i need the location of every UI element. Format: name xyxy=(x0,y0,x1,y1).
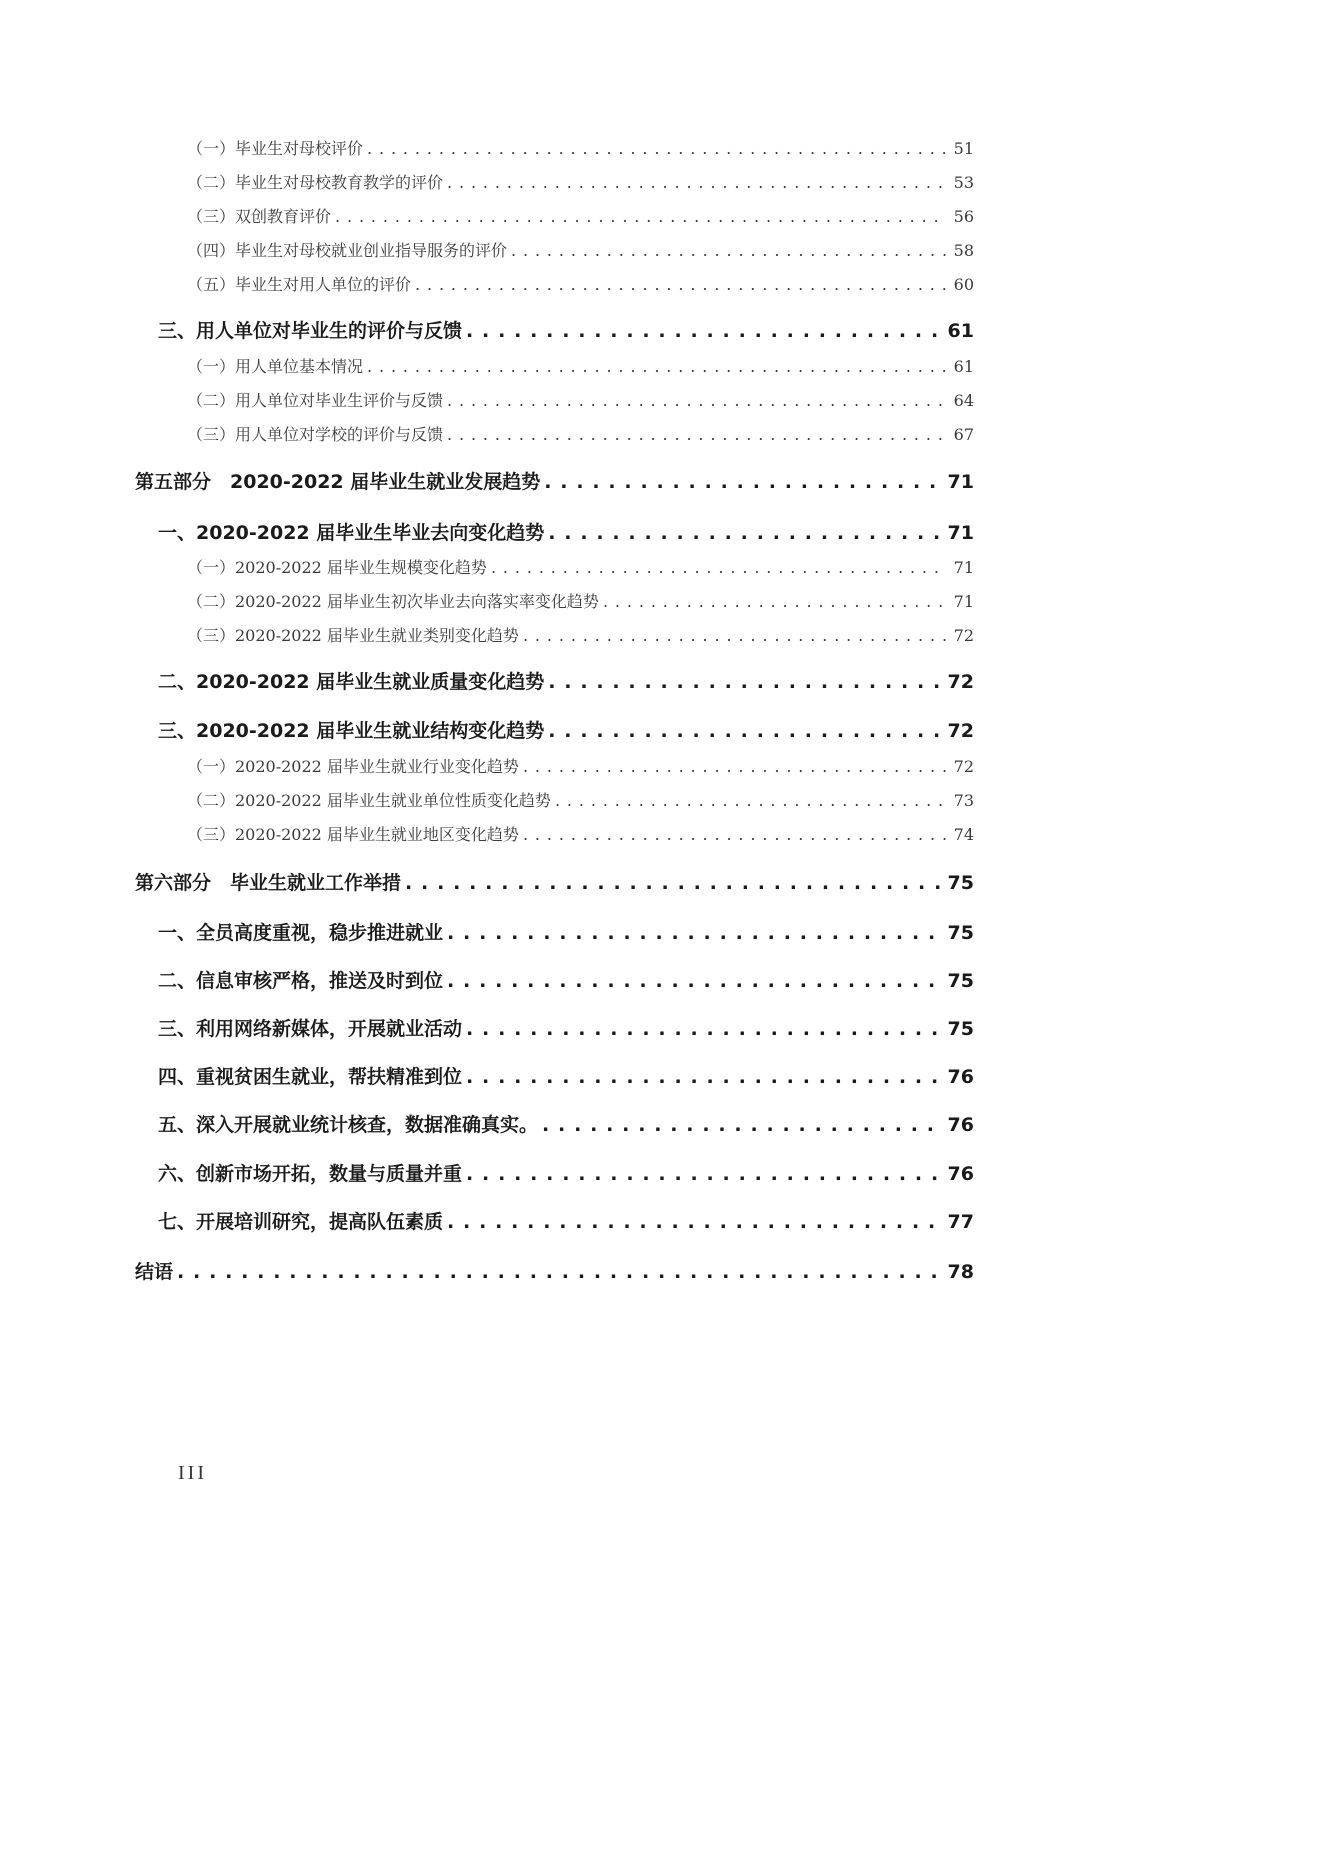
toc-section[interactable] xyxy=(158,1110,974,1137)
toc-entry-title: （四）毕业生对母校就业创业指导服务的评价 xyxy=(187,241,508,260)
toc-entry-page: 56 xyxy=(953,207,974,226)
toc-chapter[interactable] xyxy=(135,868,974,895)
toc-section[interactable] xyxy=(158,667,974,694)
dot-leader xyxy=(177,1261,942,1283)
toc-entry-title: （一）毕业生对母校评价 xyxy=(187,139,364,158)
dot-leader xyxy=(548,671,941,693)
dot-leader xyxy=(523,825,946,844)
toc-section-title: 二、信息审核严格，推送及时到位 xyxy=(158,970,444,992)
toc-entry[interactable] xyxy=(187,422,974,445)
toc-section-page: 72 xyxy=(947,671,974,693)
toc-section[interactable] xyxy=(158,1062,974,1089)
dot-leader xyxy=(548,522,941,544)
toc-section[interactable] xyxy=(158,316,974,343)
toc-section[interactable] xyxy=(158,518,974,545)
toc-entry-page: 51 xyxy=(953,139,974,158)
toc-section[interactable] xyxy=(158,1159,974,1186)
toc-entry-page: 73 xyxy=(953,791,974,810)
toc-section-title: 四、重视贫困生就业，帮扶精准到位 xyxy=(158,1066,463,1088)
toc-section[interactable] xyxy=(158,918,974,945)
dot-leader xyxy=(466,1066,942,1088)
toc-section-page: 75 xyxy=(947,922,974,944)
dot-leader xyxy=(491,558,946,577)
toc-section-page: 76 xyxy=(947,1163,974,1185)
toc-chapter-page: 78 xyxy=(947,1261,974,1283)
toc-section-page: 77 xyxy=(947,1211,974,1233)
toc-entry-page: 72 xyxy=(953,626,974,645)
dot-leader xyxy=(511,241,946,260)
toc-entry[interactable] xyxy=(187,238,974,261)
dot-leader xyxy=(367,357,946,376)
toc-section-page: 76 xyxy=(947,1114,974,1136)
dot-leader xyxy=(542,1114,942,1136)
dot-leader xyxy=(603,592,946,611)
toc-entry-title: （二）毕业生对母校教育教学的评价 xyxy=(187,173,444,192)
toc-chapter[interactable] xyxy=(135,467,974,494)
toc-entry-page: 53 xyxy=(953,173,974,192)
toc-section-title: 三、用人单位对毕业生的评价与反馈 xyxy=(158,320,463,342)
dot-leader xyxy=(447,922,942,944)
toc-chapter-title: 第六部分 毕业生就业工作举措 xyxy=(135,872,402,894)
toc-entry[interactable] xyxy=(187,136,974,159)
toc-entry-title: （三）双创教育评价 xyxy=(187,207,332,226)
toc-entry-page: 64 xyxy=(953,391,974,410)
toc-entry[interactable] xyxy=(187,272,974,295)
toc-section-page: 71 xyxy=(947,522,974,544)
toc-entry-title: （二）2020-2022 届毕业生初次毕业去向落实率变化趋势 xyxy=(187,592,599,611)
toc-section-title: 一、2020-2022 届毕业生毕业去向变化趋势 xyxy=(158,522,545,544)
page-number: III xyxy=(178,1462,207,1484)
dot-leader xyxy=(466,320,942,342)
toc-entry-page: 58 xyxy=(953,241,974,260)
toc-section-title: 三、利用网络新媒体，开展就业活动 xyxy=(158,1018,463,1040)
toc-entry-title: （二）2020-2022 届毕业生就业单位性质变化趋势 xyxy=(187,791,551,810)
dot-leader xyxy=(523,757,946,776)
toc-entry-title: （一）2020-2022 届毕业生规模变化趋势 xyxy=(187,558,487,577)
toc-section-page: 61 xyxy=(947,320,974,342)
toc-entry-title: （三）用人单位对学校的评价与反馈 xyxy=(187,425,444,444)
dot-leader xyxy=(544,471,941,493)
toc-entry-title: （三）2020-2022 届毕业生就业地区变化趋势 xyxy=(187,825,519,844)
dot-leader xyxy=(447,173,946,192)
toc-entry-title: （五）毕业生对用人单位的评价 xyxy=(187,275,412,294)
toc-entry-page: 72 xyxy=(953,757,974,776)
dot-leader xyxy=(405,872,942,894)
toc-entry[interactable] xyxy=(187,788,974,811)
toc-entry-page: 71 xyxy=(953,592,974,611)
toc-entry-title: （一）2020-2022 届毕业生就业行业变化趋势 xyxy=(187,757,519,776)
toc-section-title: 七、开展培训研究，提高队伍素质 xyxy=(158,1211,444,1233)
toc-section[interactable] xyxy=(158,1014,974,1041)
toc-entry-title: （二）用人单位对毕业生评价与反馈 xyxy=(187,391,444,410)
toc-entry-page: 61 xyxy=(953,357,974,376)
toc-section-title: 五、深入开展就业统计核查，数据准确真实。 xyxy=(158,1114,539,1136)
toc-section[interactable] xyxy=(158,966,974,993)
toc-section[interactable] xyxy=(158,716,974,743)
toc-section-page: 75 xyxy=(947,970,974,992)
toc-section-title: 二、2020-2022 届毕业生就业质量变化趋势 xyxy=(158,671,545,693)
dot-leader xyxy=(415,275,946,294)
dot-leader xyxy=(555,791,946,810)
dot-leader xyxy=(523,626,946,645)
toc-section-page: 76 xyxy=(947,1066,974,1088)
dot-leader xyxy=(335,207,946,226)
toc-entry-page: 67 xyxy=(953,425,974,444)
toc-entry-page: 60 xyxy=(953,275,974,294)
dot-leader xyxy=(447,1211,942,1233)
toc-section[interactable] xyxy=(158,1207,974,1234)
toc-entry[interactable] xyxy=(187,623,974,646)
dot-leader xyxy=(447,425,946,444)
toc-entry-title: （三）2020-2022 届毕业生就业类别变化趋势 xyxy=(187,626,519,645)
toc-section-title: 六、创新市场开拓，数量与质量并重 xyxy=(158,1163,463,1185)
toc-entry[interactable] xyxy=(187,170,974,193)
toc-section-page: 72 xyxy=(947,720,974,742)
toc-chapter[interactable] xyxy=(135,1257,974,1284)
toc-section-page: 75 xyxy=(947,1018,974,1040)
toc-entry-title: （一）用人单位基本情况 xyxy=(187,357,364,376)
toc-chapter-title: 第五部分 2020-2022 届毕业生就业发展趋势 xyxy=(135,471,541,493)
toc-entry[interactable] xyxy=(187,754,974,777)
dot-leader xyxy=(367,139,946,158)
toc-chapter-page: 71 xyxy=(947,471,974,493)
dot-leader xyxy=(466,1018,942,1040)
dot-leader xyxy=(447,391,946,410)
toc-chapter-title: 结语 xyxy=(135,1261,174,1283)
toc-section-title: 三、2020-2022 届毕业生就业结构变化趋势 xyxy=(158,720,545,742)
toc-entry[interactable] xyxy=(187,589,974,612)
toc-section-title: 一、全员高度重视，稳步推进就业 xyxy=(158,922,444,944)
toc-entry-page: 74 xyxy=(953,825,974,844)
toc-chapter-page: 75 xyxy=(947,872,974,894)
toc-entry[interactable] xyxy=(187,555,974,578)
dot-leader xyxy=(447,970,942,992)
toc-entry-page: 71 xyxy=(953,558,974,577)
toc-entry[interactable] xyxy=(187,204,974,227)
dot-leader xyxy=(548,720,941,742)
dot-leader xyxy=(466,1163,942,1185)
toc-entry[interactable] xyxy=(187,822,974,845)
toc-entry[interactable] xyxy=(187,388,974,411)
toc-entry[interactable] xyxy=(187,354,974,377)
